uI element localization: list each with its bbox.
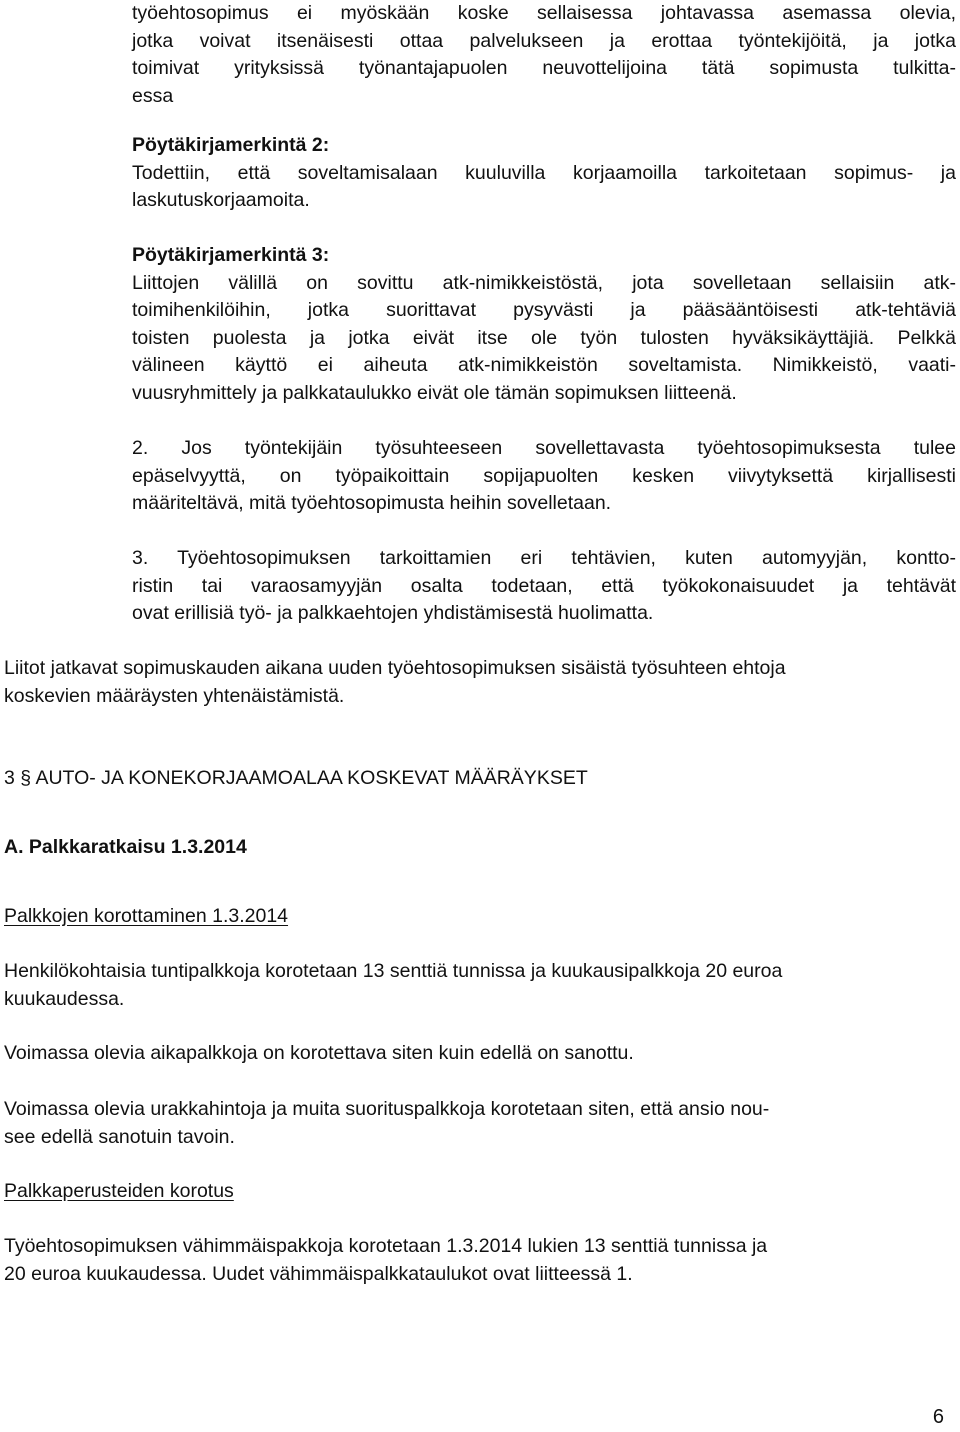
perusteet-heading (4, 1178, 956, 1206)
paragraph-line: vuusryhmittely ja palkkataulukko eivät ole tämän sopimuksen liitteenä. (132, 381, 737, 404)
henkilokohtaiset-paragraph (4, 958, 956, 1013)
note-heading: Pöytäkirjamerkintä 2: (132, 134, 330, 156)
palkkojen-heading (4, 903, 956, 931)
subsection-title: A. Palkkaratkaisu 1.3.2014 (4, 836, 247, 858)
paragraph-line: ovat erillisiä työ- ja palkkaehtojen yhdistämisestä huolimatta. (132, 602, 654, 624)
paragraph-line: toimihenkilöihin, jotka suorittavat pysyvästi ja pääsääntöisesti atk-tehtäviä (132, 299, 956, 321)
numbered-item-3 (132, 545, 956, 628)
top-paragraph (132, 0, 956, 110)
underlined-heading: Palkkojen korottaminen 1.3.2014 (4, 905, 289, 927)
paragraph-line: Voimassa olevia urakkahintoja ja muita suorituspalkkoja korotetaan siten, että ansio nou- (4, 1098, 770, 1120)
section-title: 3 § AUTO- JA KONEKORJAAMOALAA KOSKEVAT MÄÄRÄYKSET (4, 767, 588, 789)
paragraph-line: epäselvyyttä, on työpaikoittain sopijapuolten kesken viivytyksettä kirjallisesti (132, 464, 956, 487)
protocol-note-3 (132, 242, 956, 407)
paragraph-line: Työehtosopimuksen vähimmäispakkoja korotetaan 1.3.2014 lukien 13 senttiä tunnissa ja (4, 1235, 768, 1257)
paragraph-line: Todettiin, että soveltamisalaan kuuluvilla korjaamoilla tarkoitetaan sopimus- ja (132, 161, 956, 184)
paragraph-line: Liitot jatkavat sopimuskauden aikana uuden työehtosopimuksen sisäistä työsuhteen ehtoja (4, 657, 786, 679)
subsection-heading (4, 834, 956, 862)
paragraph-line: 3. Työehtosopimuksen tarkoittamien eri tehtävien, kuten automyyjän, kontto- (132, 547, 956, 569)
paragraph-line: jotka voivat itsenäisesti ottaa palvelukseen ja erottaa työntekijöitä, ja jotka (132, 29, 956, 52)
page-number: 6 (932, 1406, 944, 1428)
paragraph-line: toisten puolesta ja jotka eivät itse ole työn tulosten hyväksikäyttäjiä. Pelkkä (132, 326, 956, 349)
liitot-paragraph (4, 655, 956, 710)
paragraph-line: 20 euroa kuukaudessa. Uudet vähimmäispalkkataulukot ovat liitteessä 1. (4, 1262, 633, 1285)
paragraph-line: kuukaudessa. (4, 987, 125, 1010)
protocol-note-2 (132, 132, 956, 215)
aikapalkka-paragraph (4, 1040, 956, 1068)
paragraph-line: laskutuskorjaamoita. (132, 189, 310, 211)
paragraph-line: Voimassa olevia aikapalkkoja on korotettava siten kuin edellä on sanottu. (4, 1042, 634, 1064)
underlined-heading: Palkkaperusteiden korotus (4, 1180, 234, 1202)
section-heading (4, 765, 956, 793)
paragraph-line: ristin tai varaosamyyjän osalta todetaan, että työkokonaisuudet ja tehtävät (132, 574, 956, 597)
numbered-item-2 (132, 435, 956, 518)
paragraph-line: Liittojen välillä on sovittu atk-nimikkeistöstä, jota sovelletaan sellaisiin atk- (132, 271, 956, 294)
paragraph-line: essa (132, 84, 174, 107)
paragraph-line: 2. Jos työntekijäin työsuhteeseen sovellettavasta työehtosopimuksesta tulee (132, 437, 956, 459)
paragraph-line: Henkilökohtaisia tuntipalkkoja korotetaan 13 senttiä tunnissa ja kuukausipalkkoja 20 euroa (4, 960, 783, 982)
paragraph-line: see edellä sanotuin tavoin. (4, 1125, 235, 1148)
note-heading: Pöytäkirjamerkintä 3: (132, 244, 330, 266)
paragraph-line: määriteltävä, mitä työehtosopimusta heihin sovelletaan. (132, 492, 612, 514)
paragraph-line: toimivat yrityksissä työnantajapuolen neuvottelijoina tätä sopimusta tulkitta- (132, 57, 956, 79)
vahimmaispalkat-paragraph (4, 1233, 956, 1288)
paragraph-line: työehtosopimus ei myöskään koske sellaisessa johtavassa asemassa olevia, (132, 2, 956, 24)
paragraph-line: välineen käyttö ei aiheuta atk-nimikkeistön soveltamista. Nimikkeistö, vaati- (132, 354, 956, 376)
urakka-paragraph (4, 1096, 956, 1151)
paragraph-line: koskevien määräysten yhtenäistämistä. (4, 684, 345, 707)
